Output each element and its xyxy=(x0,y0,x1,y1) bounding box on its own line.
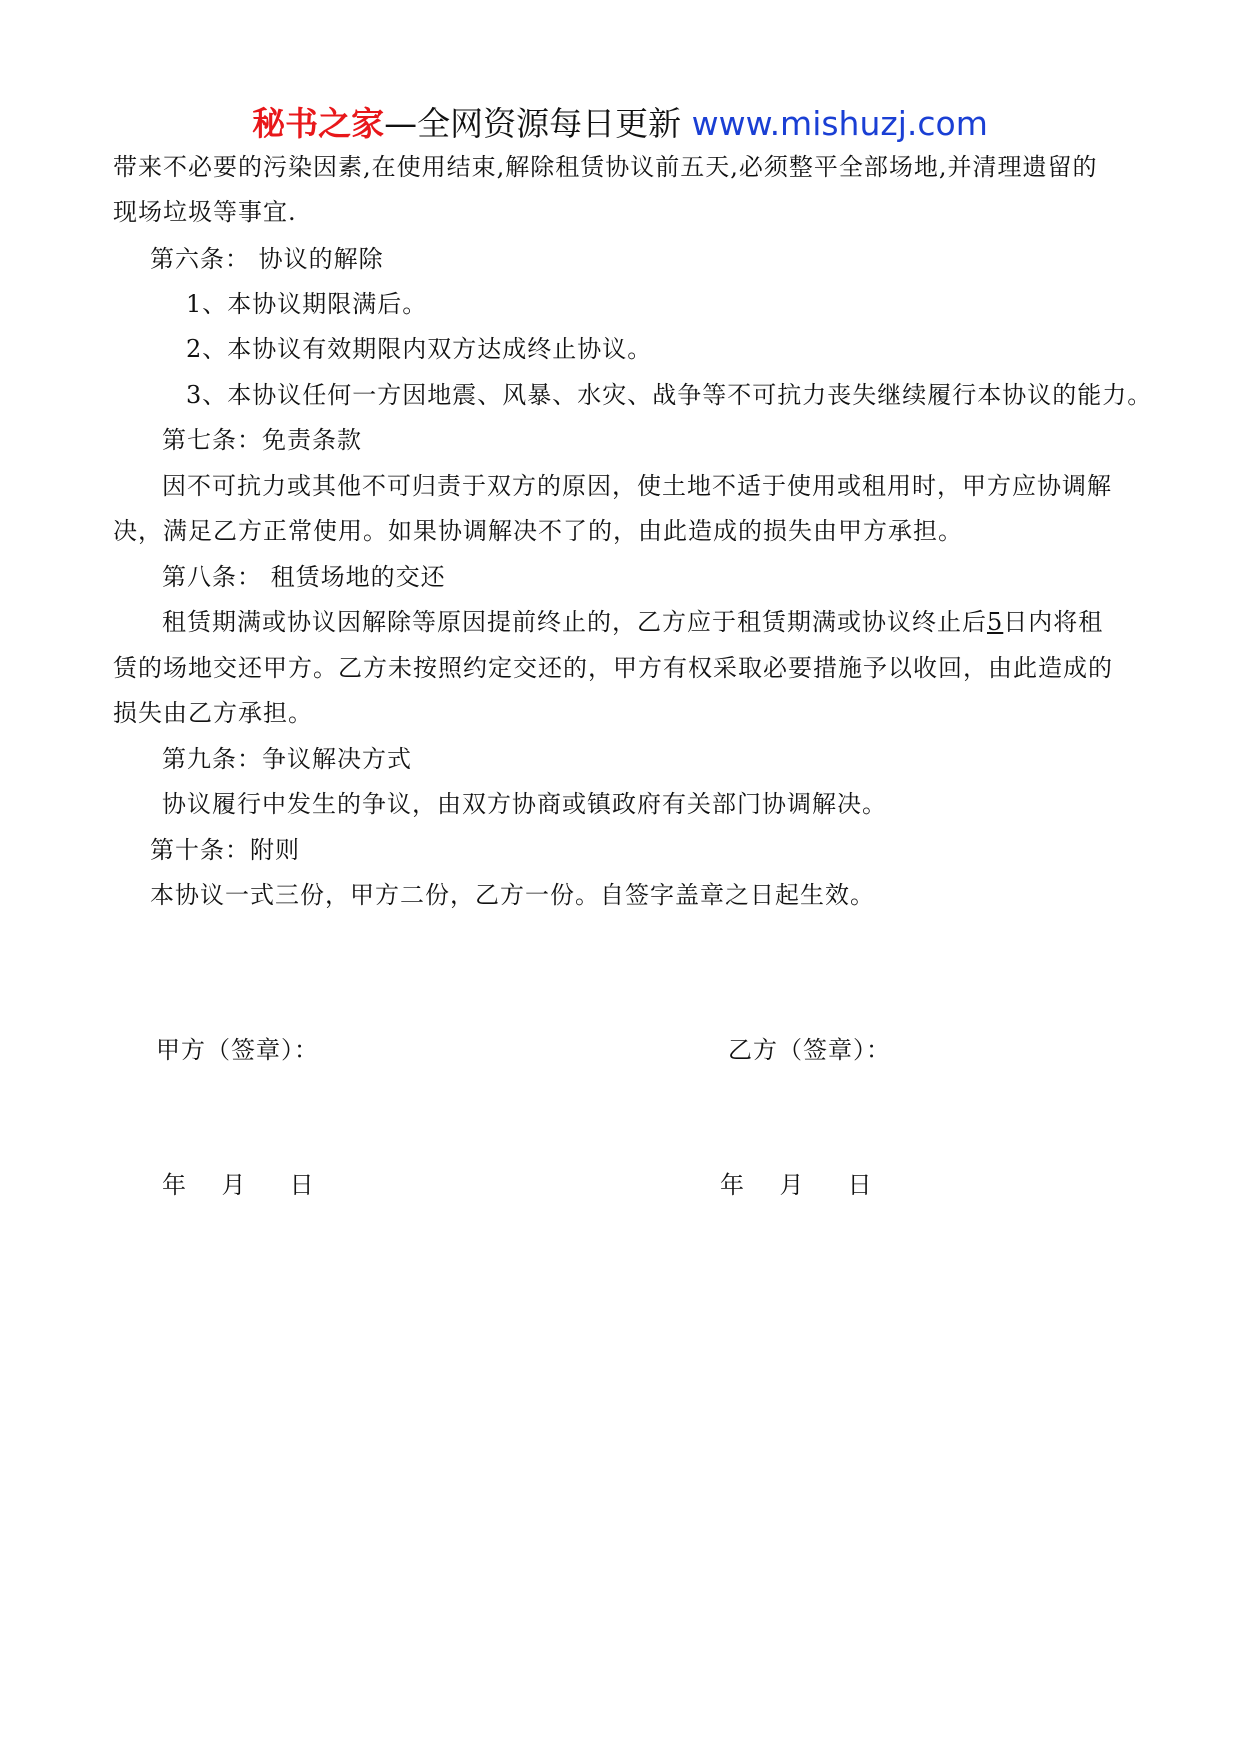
paragraph-line xyxy=(162,605,1103,639)
paragraph-line: 赁的场地交还甲方。乙方未按照约定交还的，甲方有权采取必要措施予以收回，由此造成的 xyxy=(113,654,1113,682)
article-6-title: 第六条： 协议的解除 xyxy=(150,245,384,273)
paragraph-text: 租赁期满或协议因解除等原因提前终止的，乙方应于租赁期满或协议终止后 xyxy=(162,608,987,636)
article-6-item-1: 1、本协议期限满后。 xyxy=(186,290,428,318)
article-8-title: 第八条： 租赁场地的交还 xyxy=(162,563,446,591)
paragraph-line: 协议履行中发生的争议，由双方协商或镇政府有关部门协调解决。 xyxy=(162,790,887,818)
party-b-date: 年 月 日 xyxy=(720,1171,873,1199)
article-6-item-3: 3、本协议任何一方因地震、风暴、水灾、战争等不可抗力丧失继续履行本协议的能力。 xyxy=(186,381,1153,409)
paragraph-line: 决，满足乙方正常使用。如果协调解决不了的，由此造成的损失由甲方承担。 xyxy=(113,517,963,545)
header-site-link[interactable]: www.mishuzj.com xyxy=(691,104,988,143)
header-slogan: —全网资源每日更新 xyxy=(384,104,682,143)
page-header xyxy=(0,100,1240,148)
header-brand: 秘书之家 xyxy=(252,104,385,143)
paragraph-line: 现场垃圾等事宜. xyxy=(113,198,297,226)
paragraph-line: 带来不必要的污染因素,在使用结束,解除租赁协议前五天,必须整平全部场地,并清理遗留的 xyxy=(113,153,1098,181)
article-7-title: 第七条：免责条款 xyxy=(162,426,362,454)
article-10-title: 第十条：附则 xyxy=(150,836,300,864)
paragraph-line: 因不可抗力或其他不可归责于双方的原因，使土地不适于使用或租用时，甲方应协调解 xyxy=(162,472,1112,500)
article-9-title: 第九条：争议解决方式 xyxy=(162,745,412,773)
party-a-date: 年 月 日 xyxy=(162,1171,315,1199)
article-6-item-2: 2、本协议有效期限内双方达成终止协议。 xyxy=(186,335,653,363)
party-a-signature-label: 甲方（签章）： xyxy=(156,1036,319,1064)
days-number: 5 xyxy=(987,608,1004,636)
paragraph-line: 本协议一式三份，甲方二份，乙方一份。自签字盖章之日起生效。 xyxy=(150,881,875,909)
paragraph-line: 损失由乙方承担。 xyxy=(113,699,313,727)
paragraph-text: 日内将租 xyxy=(1003,608,1104,636)
party-b-signature-label: 乙方（签章）： xyxy=(728,1036,891,1064)
